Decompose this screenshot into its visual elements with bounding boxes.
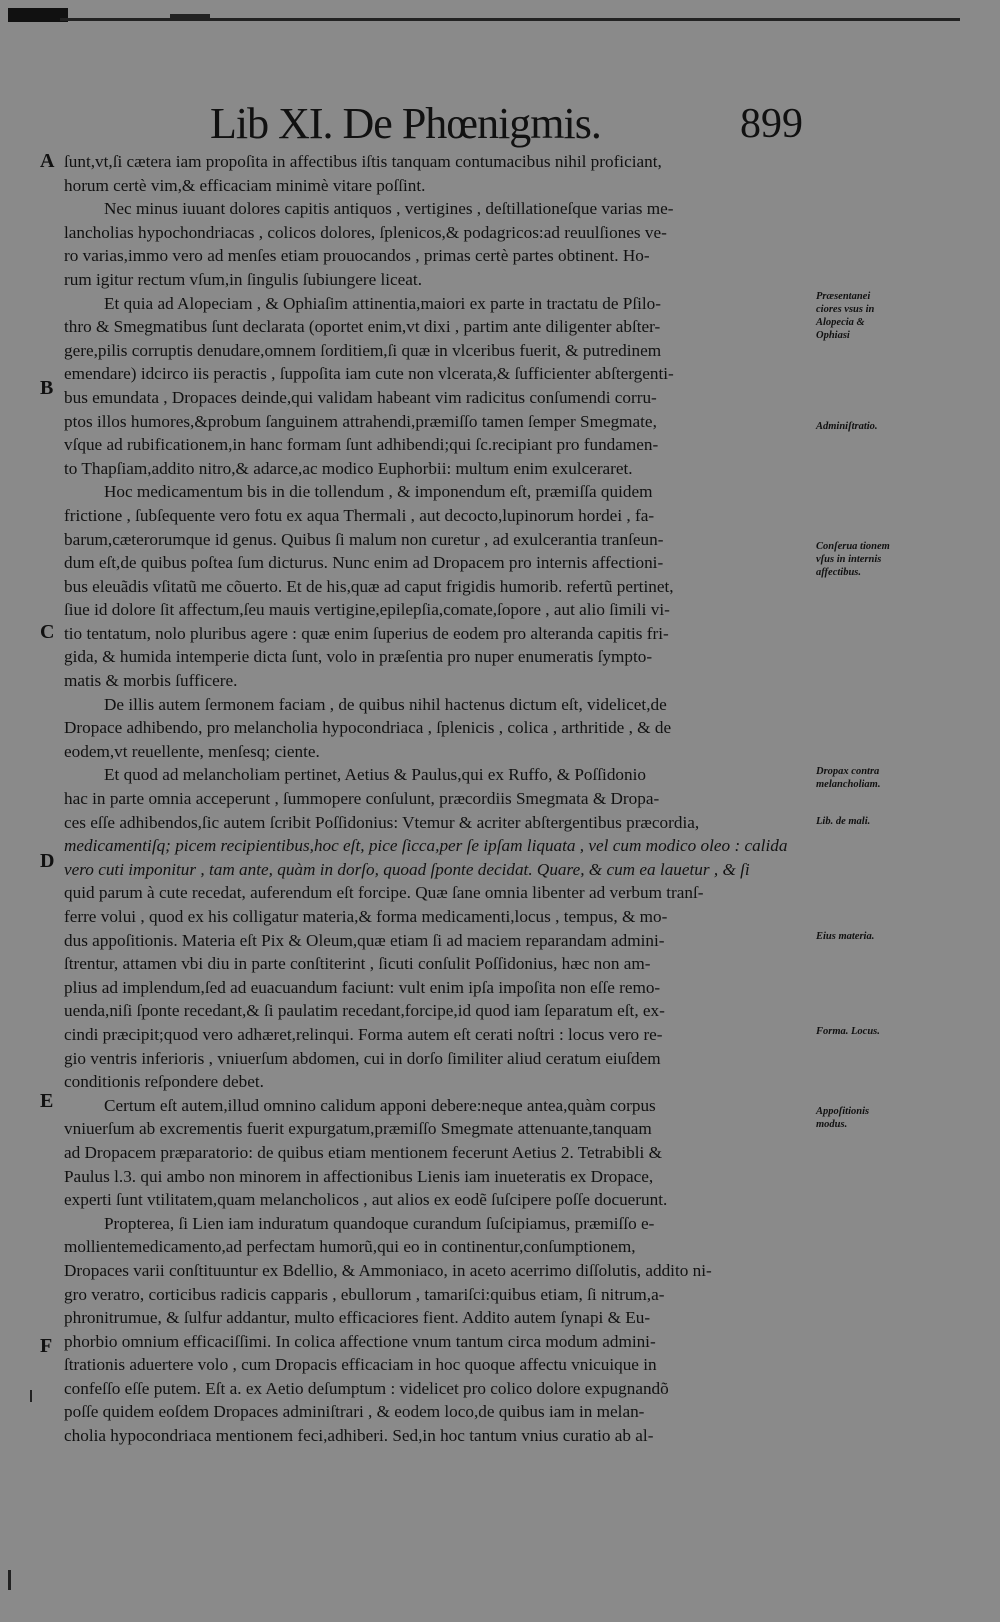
text-line: bus emundata , Dropaces deinde,qui validam habeant vim radicitus conſumendi corru- (64, 387, 657, 407)
running-header (210, 98, 803, 148)
running-title: Lib XI. De Phœnigmis. (210, 99, 601, 148)
text-line: Dropace adhibendo, pro melancholia hypocondriaca , ſplenicis , colica , arthritide , & de (64, 718, 672, 738)
page-number: 899 (740, 101, 803, 147)
text-line: eodem,vt reuellente, menſesq; ciente. (64, 741, 320, 761)
text-line: barum,cæterorumque id genus. Quibus ſi malum non curetur , ad exulcerantia tranſeun- (64, 529, 664, 549)
margin-note: Lib. de mali. (816, 816, 871, 827)
header-rule (60, 18, 960, 21)
header-ornament (170, 14, 210, 18)
section-marker-b: B (40, 377, 54, 399)
margin-note: Appoſitionis modus. (816, 1106, 870, 1130)
text-line: emendare) idcirco iis peractis , ſuppoſita iam cute non vlcerata,& ſufficienter abſtergenti- (64, 364, 674, 384)
margin-note: Adminiſtratio. (816, 421, 878, 432)
text-line: medicamentiſq; picem recipientibus,hoc eſt, pice ſicca,per ſe ipſam liquata , vel cum modico oleo : calida (64, 836, 788, 856)
scan-smudge (8, 8, 68, 22)
text-line: cindi præcipit;quod vero adhæret,relinqui. Forma autem eſt cerati noſtri : locus vero re- (64, 1024, 663, 1044)
text-line: tio tentatum, nolo pluribus agere : quæ enim ſuperius de eodem pro alteranda capitis fri- (64, 623, 669, 643)
text-line: bus eleuãdis vſitatũ me cõuerto. Et de his,quæ ad caput frigidis humorib. refertũ pertinet, (64, 576, 674, 596)
scan-speck (8, 1570, 11, 1590)
text-line: ro varias,immo vero ad menſes etiam prouocandos , primas certè partes obtinent. Ho- (64, 246, 650, 266)
text-line: gro veratro, corticibus radicis capparis , ebullorum , tamariſci:quibus etiam, ſi nitrum,a- (64, 1284, 665, 1304)
text-line: experti ſunt vtilitatem,quam melancholicos , aut alios ex eodẽ ſuſcipere poſſe docuerunt. (64, 1190, 668, 1210)
body-text (64, 150, 800, 1448)
text-line: phorbio omnium efficaciſſimi. In colica affectione vnum tantum circa modum admini- (64, 1331, 656, 1351)
margin-note: Præsentanei ciores vsus in Alopecia & Ophiasi (816, 291, 875, 341)
text-line: ad Dropacem præparatorio: de quibus etiam mentionem fecerunt Aetius 2. Tetrabibli & (64, 1142, 662, 1162)
text-line: Paulus l.3. qui ambo non minorem in affectionibus Lienis iam inueteratis ex Dropace, (64, 1166, 654, 1186)
text-line: rum igitur rectum vſum,in ſingulis ſubiungere liceat. (64, 269, 423, 289)
text-line: thro & Smegmatibus ſunt declarata (oportet enim,vt dixi , partim ante diligenter abſter- (64, 317, 661, 337)
text-line: gere,pilis corruptis denudare,omnem ſorditiem,ſi quæ in vlceribus fuerit, & putredinem (64, 340, 662, 360)
text-line: De illis autem ſermonem faciam , de quibus nihil hactenus dictum eſt, videlicet,de (104, 694, 667, 714)
section-marker-e: E (40, 1090, 54, 1112)
scan-speck (30, 1390, 32, 1402)
margin-note: Forma. Locus. (816, 1026, 880, 1037)
text-line: ſiue id dolore ſit affectum,ſeu mauis vertigine,epilepſia,comate,ſopore , aut alio ſimili vi- (64, 600, 670, 620)
text-line: ferre volui , quod ex his colligatur materia,& forma medicamenti,locus , tempus, & mo- (64, 907, 668, 926)
text-line: Et quia ad Alopeciam , & Ophiaſim attinentia,maiori ex parte in tractatu de Pſilo- (104, 293, 661, 313)
text-line: Dropaces varii conſtituuntur ex Bdellio, & Ammoniaco, in aceto acerrimo diſſolutis, addito ni- (64, 1260, 712, 1280)
text-line: ptos illos humores,&probum ſanguinem attrahendi,præmiſſo tamen ſemper Smegmate, (64, 411, 657, 431)
text-line: ces eſſe adhibendos,ſic autem ſcribit Poſſidonius: Vtemur & acriter abſtergentibus præcordia, (64, 812, 700, 832)
text-line: matis & morbis ſufficere. (64, 671, 238, 691)
text-line: vero cuti imponitur , tam ante, quàm in dorſo, quoad ſponte decidat. Quare, & cum ea lauetur , & ſi (64, 859, 750, 879)
text-line: mollientemedicamento,ad perfectam humorũ,qui eo in continentur,conſumptionem, (64, 1237, 636, 1257)
text-line: uenda,niſi ſponte recedant,& ſi paulatim recedant,forcipe,id quod iam ſeparatum eſt, ex- (64, 1001, 665, 1021)
text-line: ſunt,vt,ſi cætera iam propoſita in affectibus iſtis tanquam contumacibus nihil proficiant, (64, 152, 662, 171)
section-marker-c: C (40, 621, 55, 643)
section-marker-a: A (40, 150, 55, 172)
text-line: vniuerſum ab excrementis fuerit expurgatum,præmiſſo Smegmate attenuante,tanquam (64, 1119, 652, 1139)
text-line: phronitrumue, & ſulfur addantur, multo efficaciores fient. Addito autem ſynapi & Eu- (64, 1308, 651, 1328)
text-line: Et quod ad melancholiam pertinet, Aetius & Paulus,qui ex Ruffo, & Poſſidonio (104, 765, 646, 785)
text-line: gio ventris inferioris , vniuerſum abdomen, cui in dorſo ſimiliter aliud ceratum eiuſdem (64, 1048, 661, 1068)
text-line: Propterea, ſi Lien iam induratum quandoque curandum ſuſcipiamus, præmiſſo e- (104, 1213, 655, 1233)
section-marker-d: D (40, 850, 55, 872)
text-line: cholia hypocondriaca mentionem feci,adhiberi. Sed,in hoc tantum vnius curatio ab al- (64, 1426, 654, 1446)
text-line: to Thapſiam,addito nitro,& adarce,ac modico Euphorbii: multum enim exulceraret. (64, 458, 633, 478)
text-line: conditionis reſpondere debet. (64, 1072, 264, 1092)
text-line: ſtrentur, attamen vbi diu in parte conſtiterint , ſicuti conſulit Poſſidonius, hæc non am- (64, 954, 651, 974)
margin-note: Conſerua tionem vſus in internis affectibus. (816, 541, 890, 578)
text-line: gida, & humida intemperie dicta ſunt, volo in præſentia pro nuper enumeratis ſympto- (64, 647, 653, 667)
text-line: lancholias hypochondriacas , colicos dolores, ſplenicos,& podagricos:ad reuulſiones ve- (64, 222, 667, 242)
text-line: ſtrationis aduertere volo , cum Dropacis efficaciam in hoc quoque affectu vnicuique in (64, 1355, 657, 1375)
section-marker-f: F (40, 1335, 53, 1357)
text-line: quid parum à cute recedat, auferendum eſt forcipe. Quæ ſane omnia libenter ad verbum tranſ- (64, 883, 704, 903)
text-line: horum certè vim,& efficaciam minimè vitare poſſint. (64, 175, 426, 195)
text-line: hac in parte omnia acceperunt , ſummopere conſulunt, præcordiis Smegmata & Dropa- (64, 789, 660, 809)
text-line: frictione , ſubſequente vero fotu ex aqua Thermali , aut decocto,lupinorum hordei , fa- (64, 505, 655, 525)
text-line: Hoc medicamentum bis in die tollendum , & imponendum eſt, præmiſſa quidem (104, 482, 653, 502)
text-line: dum eſt,de quibus poſtea ſum dicturus. Nunc enim ad Dropacem pro internis affectioni- (64, 553, 664, 573)
margin-note: Dropax contra melancholiam. (816, 766, 881, 790)
text-line: dus appoſitionis. Materia eſt Pix & Oleum,quæ etiam ſi ad maciem reparandam admini- (64, 930, 665, 950)
text-line: plius ad implendum,ſed ad euacuandum faciunt: vult enim ipſa impoſita non eſſe remo- (64, 977, 661, 997)
text-line: Nec minus iuuant dolores capitis antiquos , vertigines , deſtillationeſque varias me- (104, 199, 674, 219)
text-line: vſque ad rubificationem,in hanc formam ſunt adhibendi;qui ſc.recipiant pro fundamen- (64, 435, 659, 455)
margin-note: Eius materia. (816, 931, 875, 942)
text-line: Certum eſt autem,illud omnino calidum apponi debere:neque antea,quàm corpus (104, 1095, 656, 1115)
text-line: confeſſo eſſe putem. Eſt a. ex Aetio deſumptum : videlicet pro colico dolore expugnandõ (64, 1378, 669, 1398)
top-scan-edge (0, 8, 1000, 26)
text-line: poſſe quidem eoſdem Dropaces adminiſtrari , & eodem loco,de quibus iam in melan- (64, 1402, 645, 1422)
